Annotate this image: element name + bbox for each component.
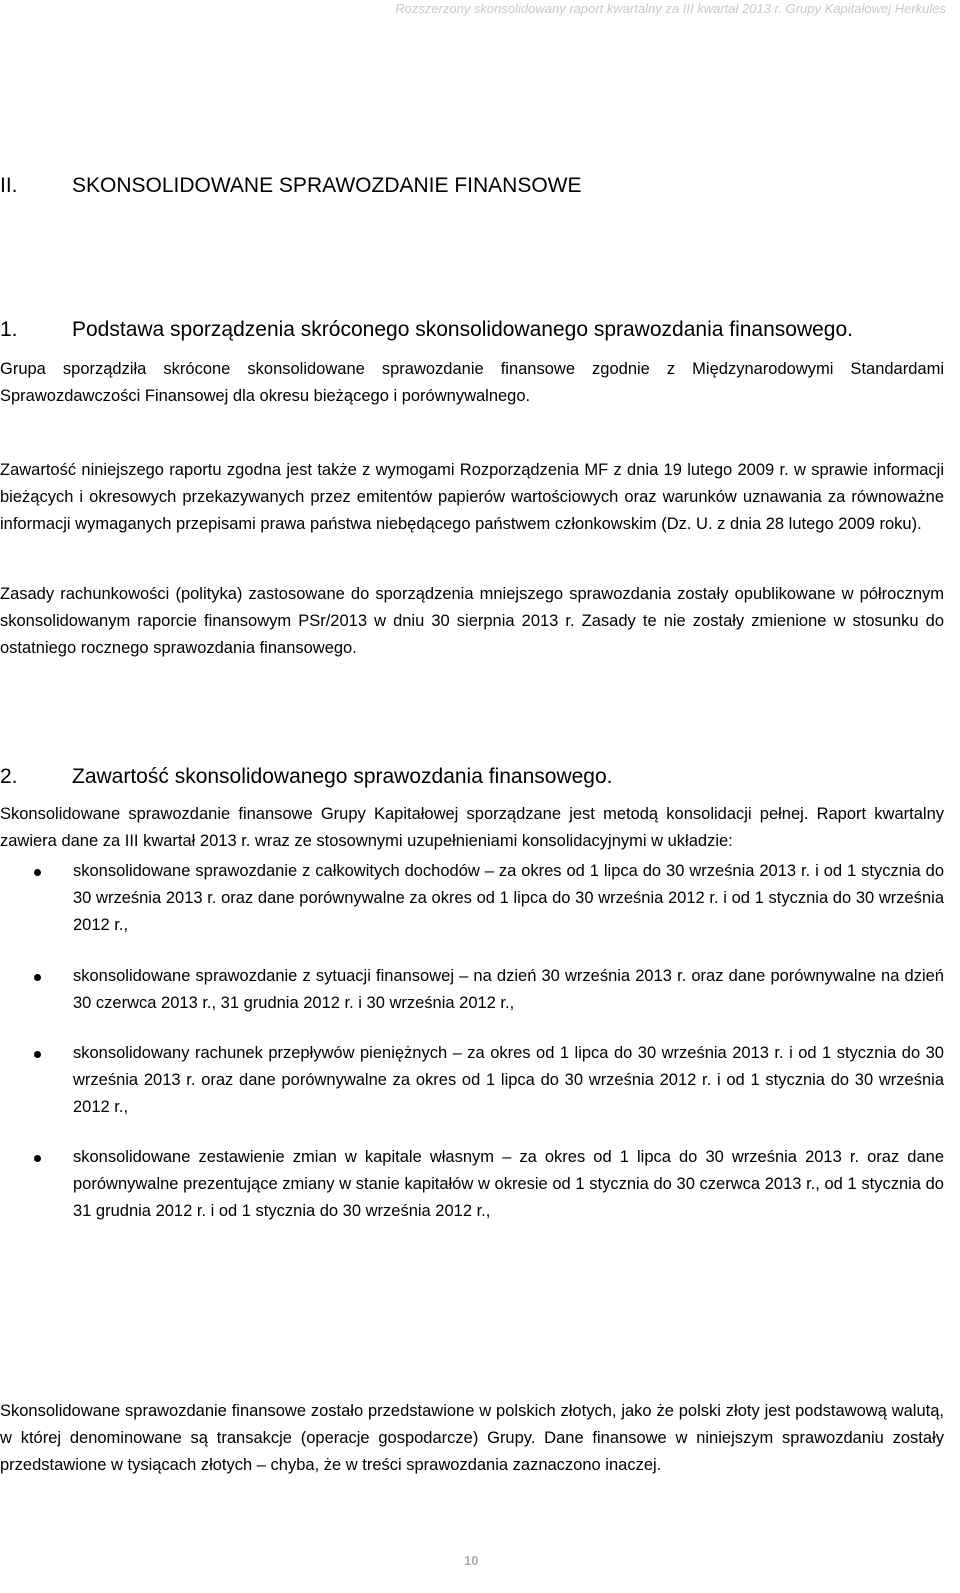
list-item-text: skonsolidowane zestawienie zmian w kapitale własnym – za okres od 1 lipca do 30 września 2013 r. oraz dane porównywalne prezentujące zmiany w stanie kapitałów w okresie od 1 stycznia do 30 czerwca 2013 r., od 1 stycznia do 31 grudnia 2012 r. i od 1 stycznia do 30 września 2012 r., — [73, 1148, 944, 1220]
subsection-2-heading — [0, 765, 612, 789]
list-item — [0, 963, 944, 1017]
section-title: SKONSOLIDOWANE SPRAWOZDANIE FINANSOWE — [72, 174, 582, 197]
subsection-2-title: Zawartość skonsolidowanego sprawozdania finansowego. — [72, 765, 613, 788]
list-item-text: skonsolidowany rachunek przepływów pieniężnych – za okres od 1 lipca do 30 września 2013 r. i od 1 stycznia do 30 września 2013 r. oraz dane porównywalne za okres od 1 lipca do 30 września 2012 r. i od 1 stycznia do 30 września 2012 r., — [73, 1044, 944, 1116]
section-number: II. — [0, 174, 18, 197]
list-item-text: skonsolidowane sprawozdanie z sytuacji finansowej – na dzień 30 września 2013 r. oraz dane porównywalne na dzień 30 czerwca 2013 r., 31 grudnia 2012 r. i 30 września 2012 r., — [73, 967, 944, 1012]
list-item — [0, 858, 944, 939]
subsection-1-heading — [0, 318, 853, 342]
list-item-text: skonsolidowane sprawozdanie z całkowitych dochodów – za okres od 1 lipca do 30 września 2013 r. i od 1 stycznia do 30 września 2013 r. oraz dane porównywalne za okres od 1 lipca do 30 września 2012 r. i od 1 stycznia do 30 września 2012 r., — [73, 862, 944, 934]
paragraph-contents-intro: Skonsolidowane sprawozdanie finansowe Grupy Kapitałowej sporządzane jest metodą konsolidacji pełnej. Raport kwartalny zawiera dane za III kwartał 2013 r. wraz ze stosownymi uzupełnieniami konsolidacyjnymi w układzie: — [0, 805, 944, 850]
paragraph-accounting-policy: Zasady rachunkowości (polityka) zastosowane do sporządzenia mniejszego sprawozdania zostały opublikowane w półrocznym skonsolidowanym raporcie finansowym PSr/2013 w dniu 30 sierpnia 2013 r. Zasady te nie zostały zmienione w stosunku do ostatniego rocznego sprawozdania finansowego. — [0, 585, 944, 657]
bullet-icon — [34, 1155, 41, 1162]
subsection-1-title: Podstawa sporządzenia skróconego skonsolidowanego sprawozdania finansowego. — [72, 318, 853, 341]
bullet-icon — [34, 1051, 41, 1058]
paragraph-basis: Grupa sporządziła skrócone skonsolidowane sprawozdanie finansowe zgodnie z Międzynarodowymi Standardami Sprawozdawczości Finansowej dla okresu bieżącego i porównywalnego. — [0, 360, 944, 405]
running-header: Rozszerzony skonsolidowany raport kwartalny za III kwartał 2013 r. Grupy Kapitałowej Herkules — [395, 1, 946, 16]
bullet-icon — [34, 869, 41, 876]
subsection-1-number: 1. — [0, 318, 18, 341]
paragraph-currency: Skonsolidowane sprawozdanie finansowe zostało przedstawione w polskich złotych, jako że polski złoty jest podstawową walutą, w której denominowane są transakcje (operacje gospodarcze) Grupy. Dane finansowe w niniejszym sprawozdaniu zostały przedstawione w tysiącach złotych – chyba, że w treści sprawozdania zaznaczono inaczej. — [0, 1402, 944, 1474]
page-number: 10 — [464, 1553, 479, 1568]
section-heading — [0, 174, 582, 198]
bullet-icon — [34, 974, 41, 981]
paragraph-regulation: Zawartość niniejszego raportu zgodna jest także z wymogami Rozporządzenia MF z dnia 19 lutego 2009 r. w sprawie informacji bieżących i okresowych przekazywanych przez emitentów papierów wartościowych oraz warunków uznawania za równoważne informacji wymaganych przepisami prawa państwa niebędącego państwem członkowskim (Dz. U. z dnia 28 lutego 2009 roku). — [0, 461, 944, 533]
subsection-2-number: 2. — [0, 765, 18, 788]
list-item — [0, 1144, 944, 1225]
statement-list — [0, 858, 944, 1225]
list-item — [0, 1040, 944, 1121]
